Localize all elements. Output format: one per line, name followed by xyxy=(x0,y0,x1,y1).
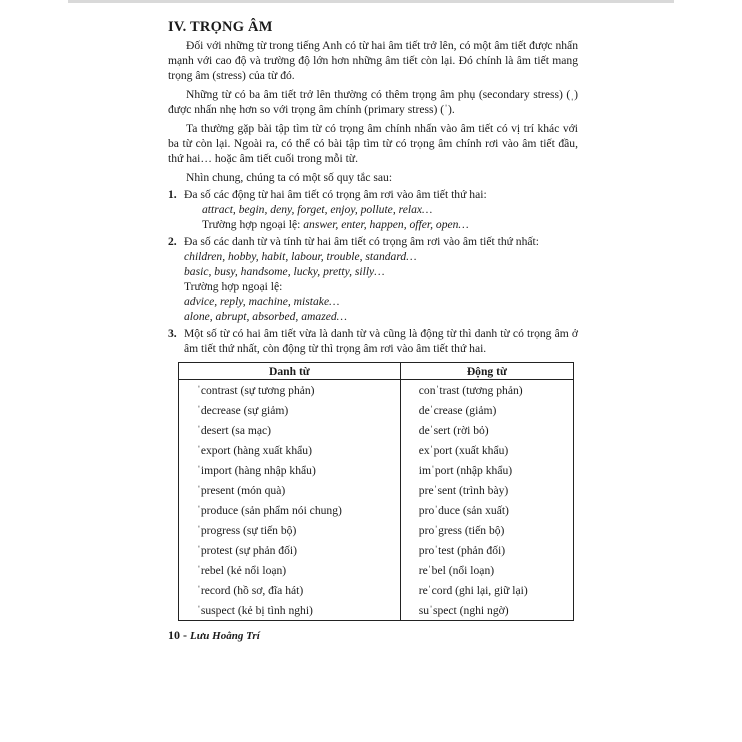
verb-cell: imˈport (nhập khẩu) xyxy=(400,460,573,480)
verb-cell: conˈtrast (tương phản) xyxy=(400,380,573,401)
noun-cell: ˈdesert (sa mạc) xyxy=(179,420,401,440)
rule-text: Một số từ có hai âm tiết vừa là danh từ và cũng là động từ thì danh từ có trọng âm ở âm tiết thứ nhất, còn động từ thì trọng âm rơi vào âm tiết thứ hai. xyxy=(184,327,578,355)
page-number: 10 xyxy=(168,628,180,642)
table-row xyxy=(179,580,574,600)
column-header-verb: Động từ xyxy=(400,363,573,380)
table-row xyxy=(179,560,574,580)
noun-cell: ˈproduce (sản phẩm nói chung) xyxy=(179,500,401,520)
verb-cell: reˈbel (nổi loạn) xyxy=(400,560,573,580)
rule-number: 3. xyxy=(168,327,177,340)
table-header-row xyxy=(179,363,574,380)
verb-cell: suˈspect (nghi ngờ) xyxy=(400,600,573,621)
exception-words-nouns: advice, reply, machine, mistake… xyxy=(184,295,340,308)
noun-cell: ˈpresent (món quà) xyxy=(179,480,401,500)
author-name: Lưu Hoằng Trí xyxy=(190,630,260,642)
table-row xyxy=(179,520,574,540)
noun-cell: ˈrecord (hồ sơ, đĩa hát) xyxy=(179,580,401,600)
paragraph-secondary-stress: Những từ có ba âm tiết trở lên thường có thêm trọng âm phụ (secondary stress) (ˌ) được nhấn nhẹ hơn so với trọng âm chính (primary stress) (ˈ). xyxy=(168,88,578,116)
exception-words-adjectives: alone, abrupt, absorbed, amazed… xyxy=(184,310,347,323)
noun-cell: ˈexport (hàng xuất khẩu) xyxy=(179,440,401,460)
rule-2 xyxy=(168,234,578,324)
table-row xyxy=(179,420,574,440)
rule-examples-nouns: children, hobby, habit, labour, trouble, standard… xyxy=(184,250,417,263)
verb-cell: preˈsent (trình bày) xyxy=(400,480,573,500)
exception-words: answer, enter, happen, offer, open… xyxy=(303,218,469,231)
noun-cell: ˈdecrease (sự giảm) xyxy=(179,400,401,420)
noun-cell: ˈprotest (sự phản đối) xyxy=(179,540,401,560)
table-row xyxy=(179,600,574,621)
noun-cell: ˈprogress (sự tiến bộ) xyxy=(179,520,401,540)
stress-table xyxy=(178,362,574,621)
verb-cell: deˈsert (rời bỏ) xyxy=(400,420,573,440)
page-edge xyxy=(68,0,674,3)
table-row xyxy=(179,540,574,560)
rule-3 xyxy=(168,326,578,356)
paragraph-stress-definition: Đối với những từ trong tiếng Anh có từ hai âm tiết trở lên, có một âm tiết được nhấn mạnh với cao độ và trường độ lớn hơn những âm tiết còn lại. Đó chính là âm tiết mang trọng âm (stress) của từ đó. xyxy=(168,39,578,82)
verb-cell: reˈcord (ghi lại, giữ lại) xyxy=(400,580,573,600)
table-row xyxy=(179,440,574,460)
rule-number: 1. xyxy=(168,188,177,201)
verb-cell: proˈduce (sản xuất) xyxy=(400,500,573,520)
paragraph-exercise-types: Ta thường gặp bài tập tìm từ có trọng âm chính nhấn vào âm tiết có vị trí khác với ba từ còn lại. Ngoài ra, có thể có bài tập tìm từ có trọng âm chính rơi vào âm tiết đầu, thứ hai… hoặc âm tiết cuối trong mỗi từ. xyxy=(168,122,578,165)
paragraph-rules-intro: Nhìn chung, chúng ta có một số quy tắc sau: xyxy=(186,171,393,184)
rule-text: Đa số các danh từ và tính từ hai âm tiết có trọng âm rơi vào âm tiết thứ nhất: xyxy=(184,235,539,248)
rule-1 xyxy=(168,187,578,232)
table-row xyxy=(179,480,574,500)
table-row xyxy=(179,380,574,401)
verb-cell: exˈport (xuất khẩu) xyxy=(400,440,573,460)
rule-examples: attract, begin, deny, forget, enjoy, pollute, relax… xyxy=(202,203,433,216)
column-header-noun: Danh từ xyxy=(179,363,401,380)
verb-cell: deˈcrease (giảm) xyxy=(400,400,573,420)
table-row xyxy=(179,460,574,480)
exception-label: Trường hợp ngoại lệ: xyxy=(202,218,304,231)
table-row xyxy=(179,400,574,420)
exception-label: Trường hợp ngoại lệ: xyxy=(184,280,283,293)
noun-cell: ˈcontrast (sự tương phản) xyxy=(179,380,401,401)
footer-separator: - xyxy=(180,628,190,642)
noun-cell: ˈsuspect (kẻ bị tình nghi) xyxy=(179,600,401,621)
table-row xyxy=(179,500,574,520)
document-body xyxy=(168,20,578,621)
rule-text: Đa số các động từ hai âm tiết có trọng âm rơi vào âm tiết thứ hai: xyxy=(184,188,487,201)
verb-cell: proˈgress (tiến bộ) xyxy=(400,520,573,540)
page-footer xyxy=(168,628,260,643)
section-heading: IV. TRỌNG ÂM xyxy=(168,19,273,35)
noun-cell: ˈrebel (kẻ nổi loạn) xyxy=(179,560,401,580)
rule-exceptions xyxy=(184,217,578,232)
verb-cell: proˈtest (phản đối) xyxy=(400,540,573,560)
rule-examples-adjectives: basic, busy, handsome, lucky, pretty, silly… xyxy=(184,265,385,278)
noun-cell: ˈimport (hàng nhập khẩu) xyxy=(179,460,401,480)
rule-number: 2. xyxy=(168,235,177,248)
